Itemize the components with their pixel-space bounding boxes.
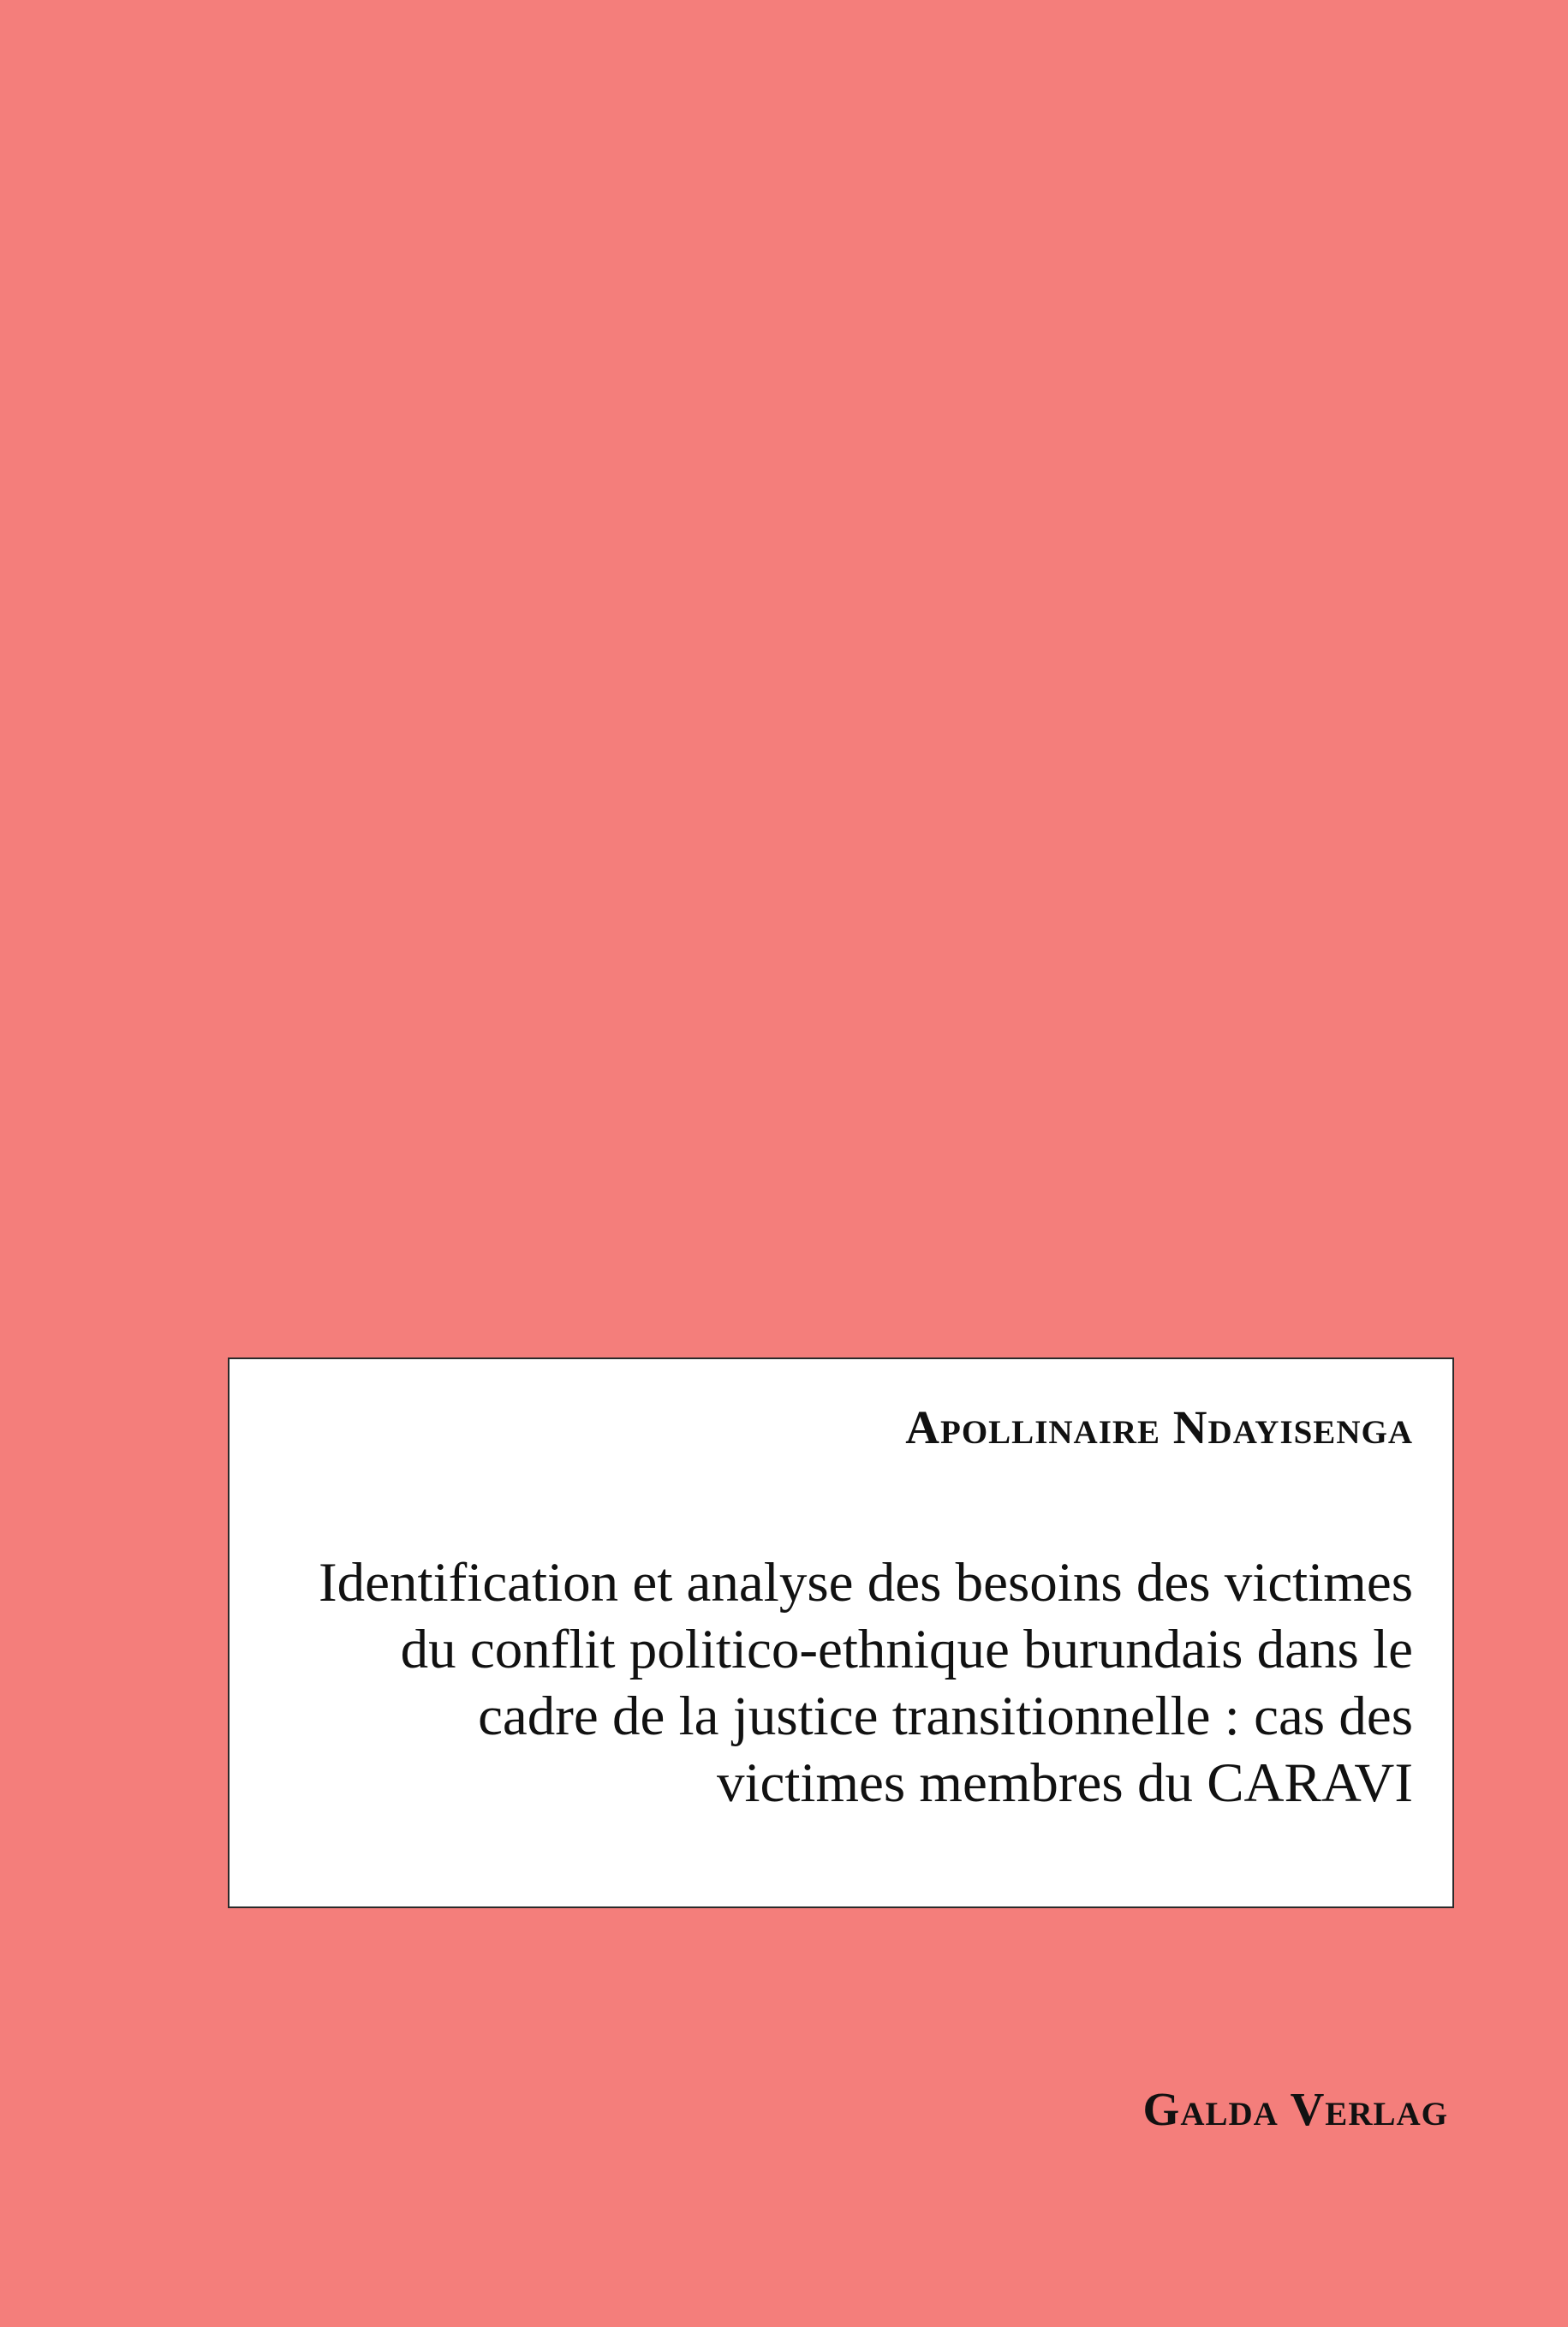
title-line: victimes membres du CARAVI	[716, 1752, 1413, 1814]
title-line: cadre de la justice transitionnelle : cas des	[478, 1686, 1413, 1747]
author-name: Apollinaire Ndayisenga	[905, 1401, 1413, 1453]
title-line: du conflit politico-ethnique burundais dans le	[400, 1619, 1413, 1680]
title-box	[228, 1357, 1454, 1908]
book-title	[265, 1549, 1413, 1817]
publisher-name: Galda Verlag	[1142, 2083, 1448, 2135]
title-line: Identification et analyse des besoins des victimes	[319, 1552, 1413, 1614]
